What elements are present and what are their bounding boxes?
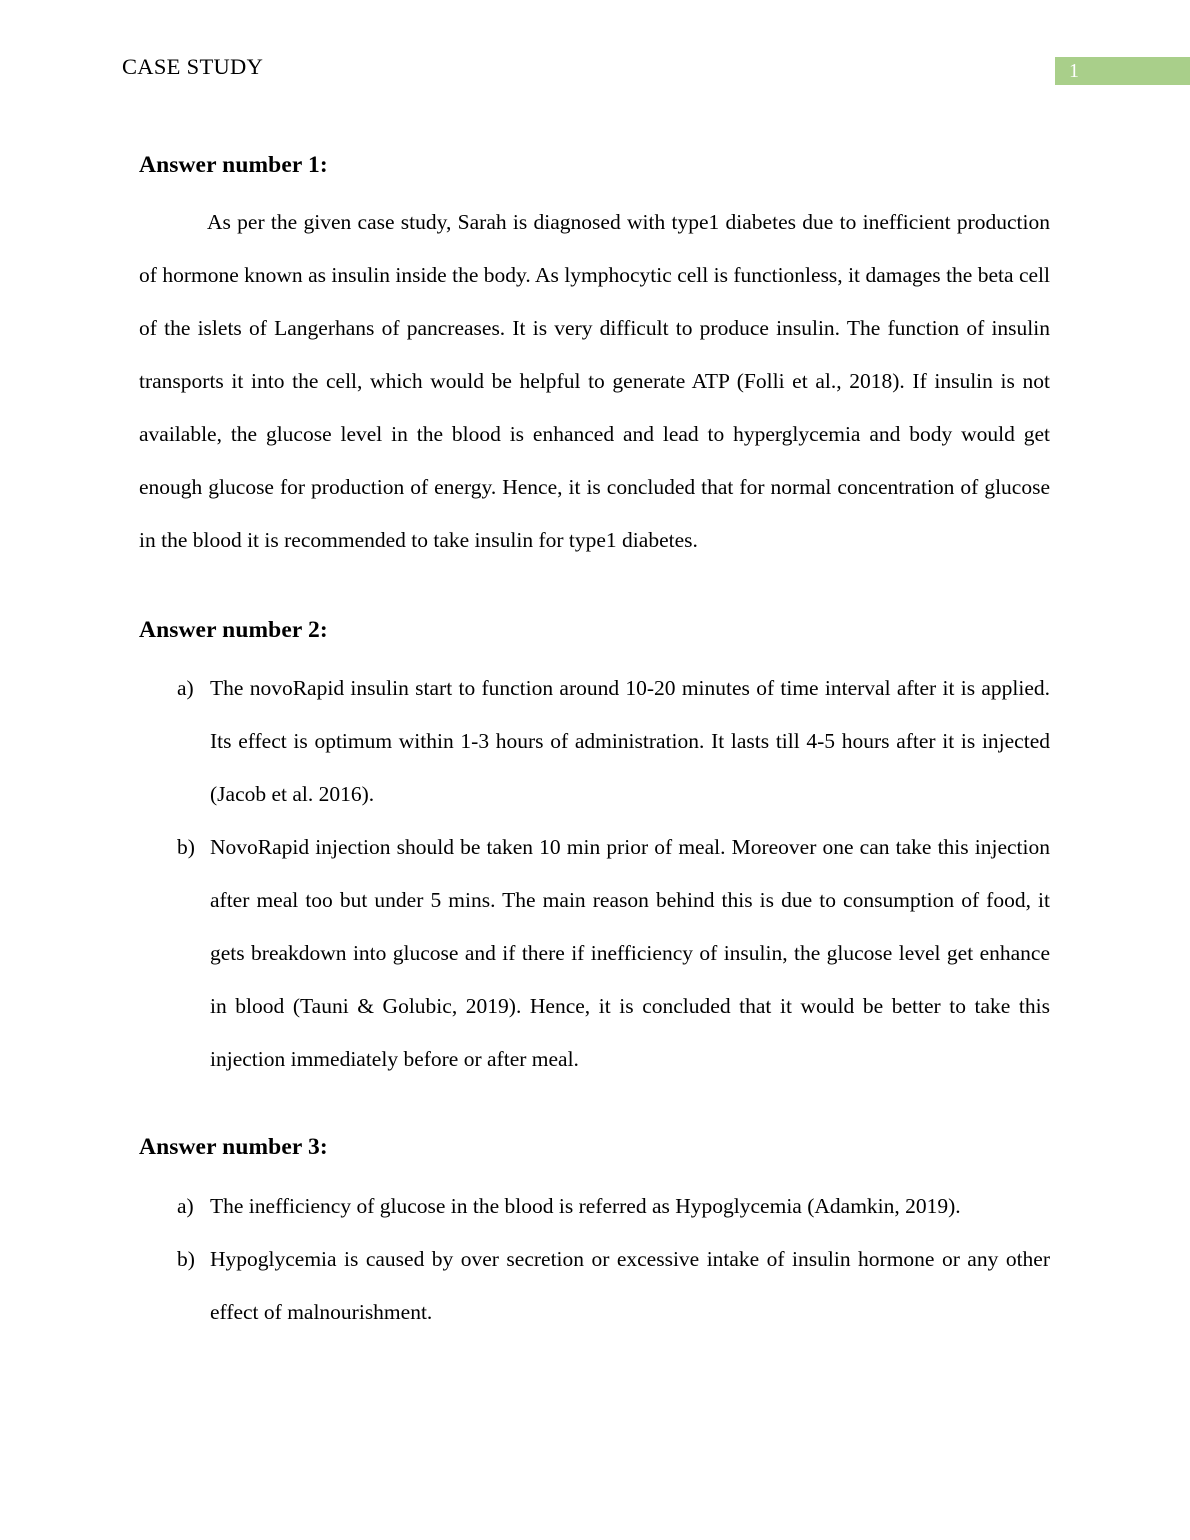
list-item-text: The novoRapid insulin start to function around 10-20 minutes of time interval after it is applied. Its effect is optimum within 1-3 hours of administration. It lasts till 4-5 hours after it is injected (Jacob et al. 2016). bbox=[210, 676, 1050, 807]
list-item-text: The inefficiency of glucose in the blood is referred as Hypoglycemia (Adamkin, 2019). bbox=[210, 1194, 961, 1219]
answer-2-heading: Answer number 2: bbox=[139, 616, 328, 643]
list-marker: b) bbox=[177, 1247, 195, 1272]
document-body bbox=[139, 150, 1050, 1339]
answer-1-heading: Answer number 1: bbox=[139, 152, 328, 178]
list-item bbox=[139, 1233, 1050, 1339]
list-item bbox=[139, 1180, 1050, 1233]
answer-2-list bbox=[139, 662, 1050, 1086]
list-marker: b) bbox=[177, 835, 195, 860]
list-marker: a) bbox=[177, 1194, 194, 1219]
list-item-text: Hypoglycemia is caused by over secretion or excessive intake of insulin hormone or any other effect of malnourishment. bbox=[210, 1247, 1050, 1325]
answer-3-list bbox=[139, 1180, 1050, 1339]
page-number: 1 bbox=[1069, 60, 1079, 82]
list-item-text: NovoRapid injection should be taken 10 min prior of meal. Moreover one can take this injection after meal too but under 5 mins. The main reason behind this is due to consumption of food, it gets breakdown into glucose and if there if inefficiency of insulin, the glucose level get enhance in blood (Tauni & Golubic, 2019). Hence, it is concluded that it would be better to take this injection immediately before or after meal. bbox=[210, 835, 1050, 1072]
list-item bbox=[139, 821, 1050, 1086]
list-marker: a) bbox=[177, 676, 194, 701]
page-number-bar bbox=[1055, 57, 1190, 85]
header-title: CASE STUDY bbox=[122, 54, 264, 79]
page-header bbox=[0, 0, 1190, 96]
answer-1-paragraph: As per the given case study, Sarah is diagnosed with type1 diabetes due to inefficient production of hormone known as insulin inside the body. As lymphocytic cell is functionless, it damages the beta cell of the islets of Langerhans of pancreases. It is very difficult to produce insulin. The function of insulin transports it into the cell, which would be helpful to generate ATP (Folli et al., 2018). If insulin is not available, the glucose level in the blood is enhanced and lead to hyperglycemia and body would get enough glucose for production of energy. Hence, it is concluded that for normal concentration of glucose in the blood it is recommended to take insulin for type1 diabetes. bbox=[139, 209, 1050, 552]
list-item bbox=[139, 662, 1050, 821]
answer-3-heading: Answer number 3: bbox=[139, 1134, 328, 1161]
